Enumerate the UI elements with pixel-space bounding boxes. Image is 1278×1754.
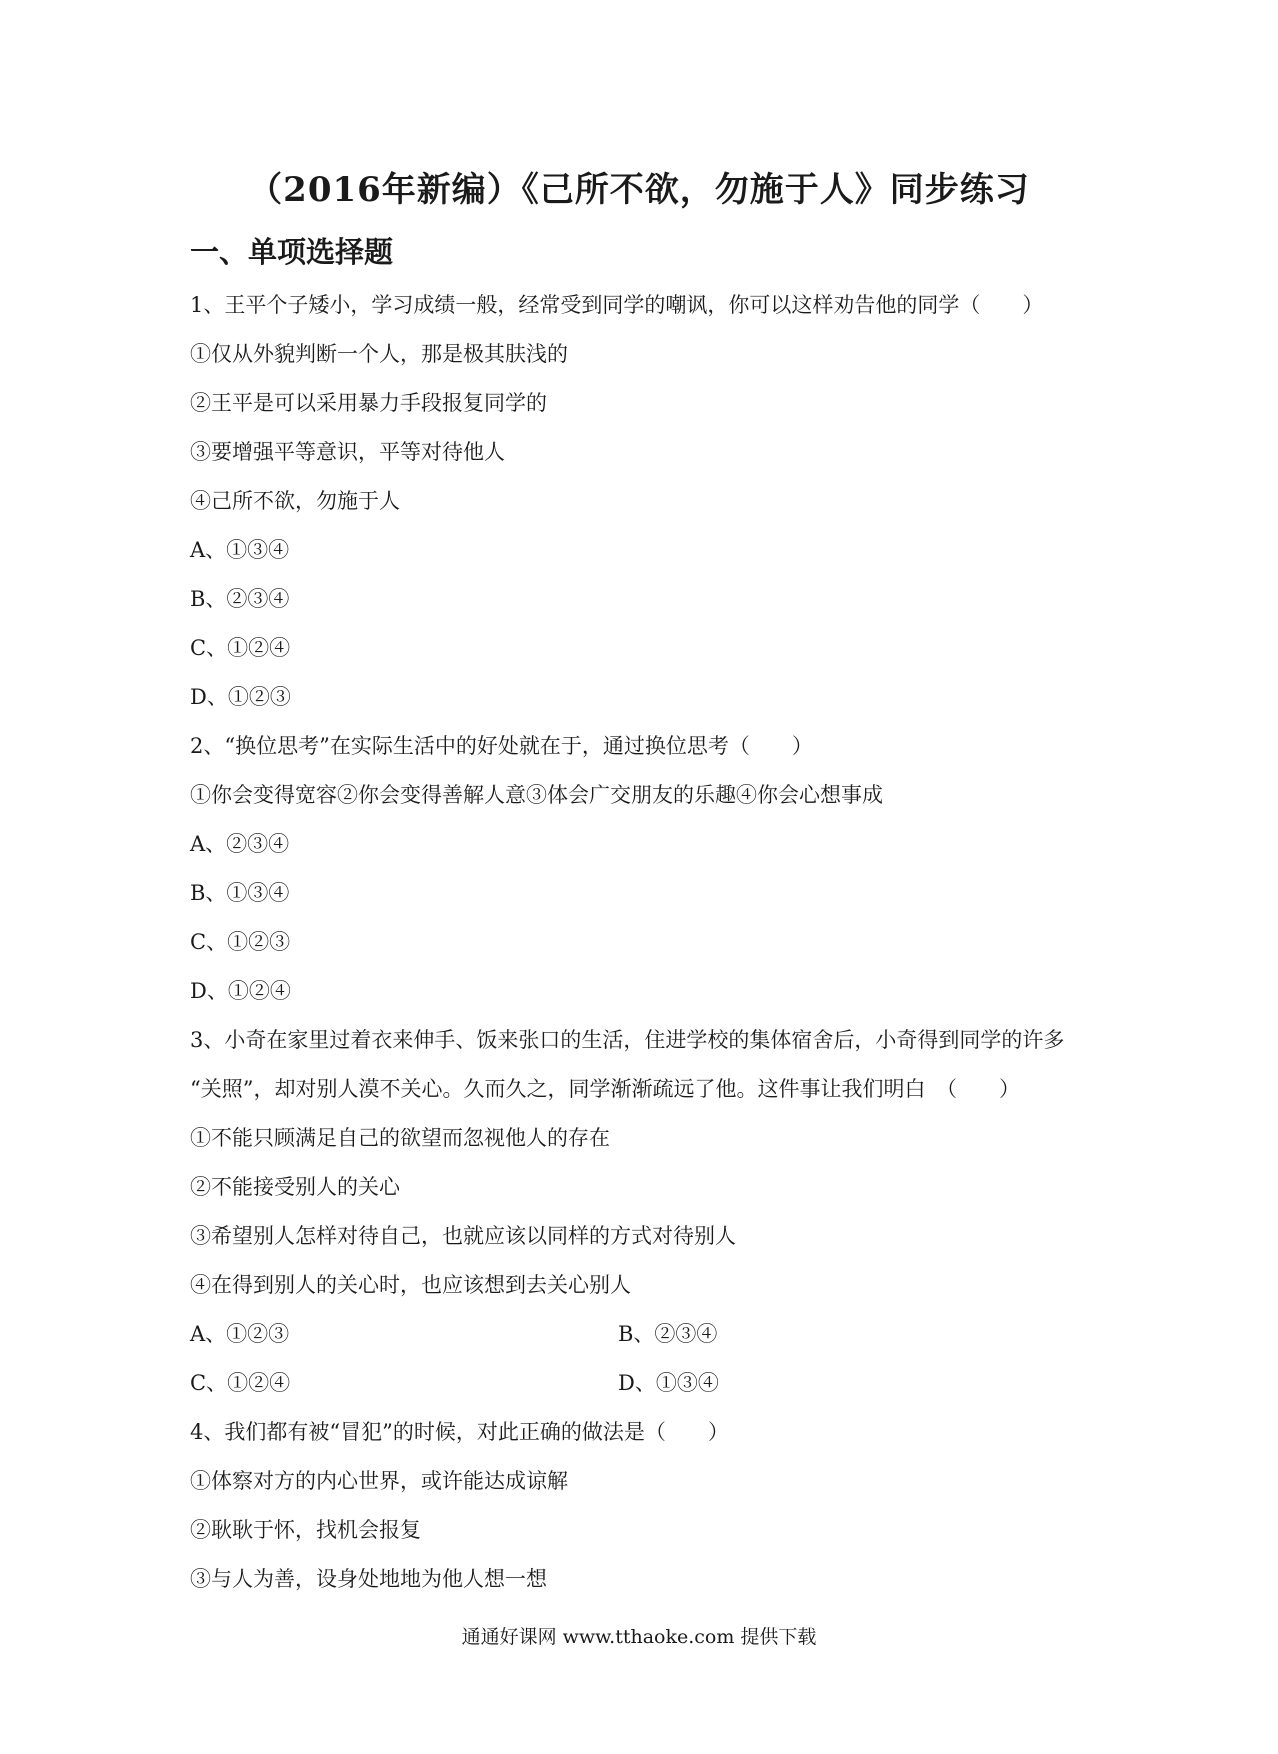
question-2-statement-1: ①你会变得宽容②你会变得善解人意③体会广交朋友的乐趣④你会心想事成 [190,783,883,807]
section-heading: 一、单项选择题 [190,235,394,269]
question-1-statement-4: ④己所不欲，勿施于人 [190,489,400,513]
question-1-statement-3: ③要增强平等意识，平等对待他人 [190,440,505,464]
question-4-stem: 4、我们都有被“冒犯”的时候，对此正确的做法是（ ） [190,1420,729,1444]
question-3-options-row-2 [190,1363,1140,1412]
question-3-options-row-1 [190,1314,1140,1363]
question-3-option-d: D、①③④ [618,1371,719,1395]
question-3-option-b: B、②③④ [618,1322,718,1346]
question-2-option-c: C、①②③ [190,930,291,954]
question-3-statement-4: ④在得到别人的关心时，也应该想到去关心别人 [190,1273,631,1297]
question-1-option-d: D、①②③ [190,685,291,709]
question-4-statement-1: ①体察对方的内心世界，或许能达成谅解 [190,1469,568,1493]
question-1-option-a: A、①③④ [190,538,290,562]
question-1-statement-1: ①仅从外貌判断一个人，那是极其肤浅的 [190,342,568,366]
question-3-option-a: A、①②③ [190,1322,290,1346]
question-3-stem-line-2: “关照”，却对别人漠不关心。久而久之，同学渐渐疏远了他。这件事让我们明白 （ ） [190,1077,1020,1101]
question-2-option-b: B、①③④ [190,881,290,905]
question-1-option-c: C、①②④ [190,636,291,660]
question-2-stem: 2、“换位思考”在实际生活中的好处就在于，通过换位思考（ ） [190,734,813,758]
question-3-statement-3: ③希望别人怎样对待自己，也就应该以同样的方式对待别人 [190,1224,736,1248]
question-3-stem-line-1: 3、小奇在家里过着衣来伸手、饭来张口的生活，住进学校的集体宿舍后，小奇得到同学的许多 [190,1028,1065,1052]
question-4-statement-2: ②耿耿于怀，找机会报复 [190,1518,421,1542]
question-1-statement-2: ②王平是可以采用暴力手段报复同学的 [190,391,547,415]
question-1-option-b: B、②③④ [190,587,290,611]
question-2-option-d: D、①②④ [190,979,291,1003]
question-4-statement-3: ③与人为善，设身处地地为他人想一想 [190,1567,547,1591]
question-list [190,285,1140,1608]
question-2-option-a: A、②③④ [190,832,290,856]
question-3-statement-2: ②不能接受别人的关心 [190,1175,400,1199]
question-3-statement-1: ①不能只顾满足自己的欲望而忽视他人的存在 [190,1126,610,1150]
question-1-stem: 1、王平个子矮小，学习成绩一般，经常受到同学的嘲讽，你可以这样劝告他的同学（ ） [190,293,1044,317]
page-footer: 通通好课网 www.tthaoke.com 提供下载 [461,1626,817,1648]
document-title: （2016年新编）《己所不欲，勿施于人》同步练习 [248,170,1030,210]
question-3-option-c: C、①②④ [190,1371,291,1395]
